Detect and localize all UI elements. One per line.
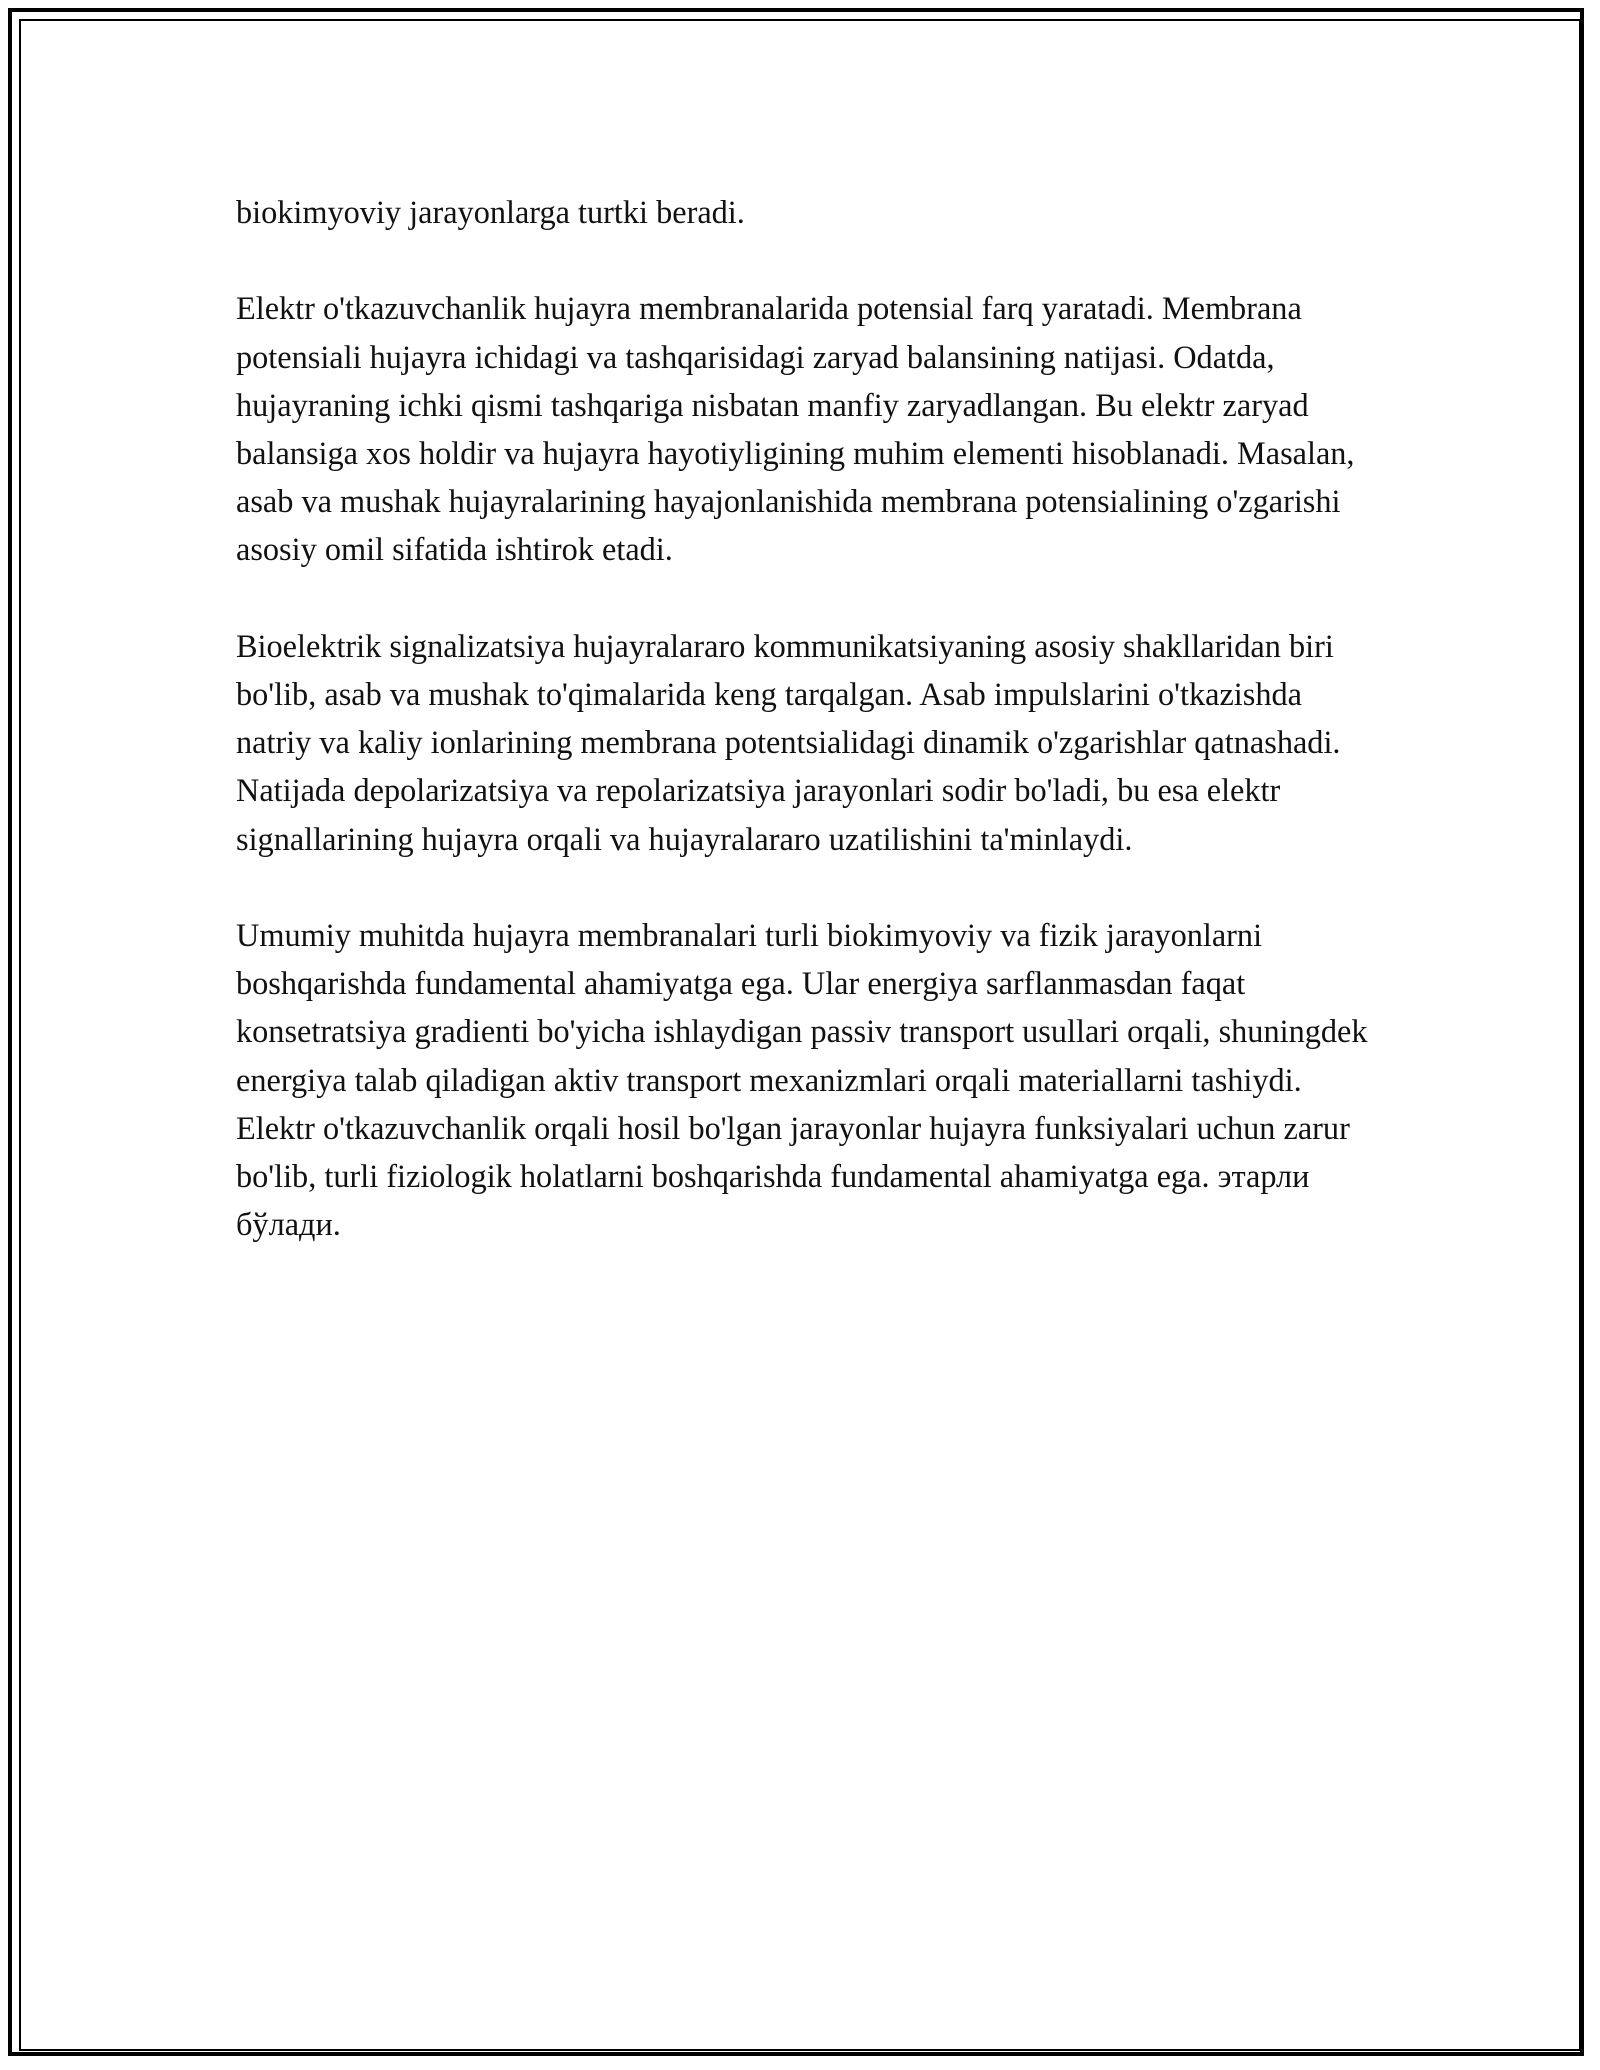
- paragraph-1: biokimyoviy jarayonlarga turtki beradi.: [236, 194, 745, 230]
- document-body: [236, 188, 1376, 1297]
- paragraph-2: Elektr o'tkazuvchanlik hujayra membranalarida potensial farq yaratadi. Membrana potensiali hujayra ichidagi va tashqarisidagi zaryad balansining natijasi. Odatda, hujayraning ichki qismi tashqariga nisbatan manfiy zaryadlangan. Bu elektr zaryad balansiga xos holdir va hujayra hayotiyligining muhim elementi hisoblanadi. Masalan, asab va mushak hujayralarining hayajonlanishida membrana potensialining o'zgarishi asosiy omil sifatida ishtirok etadi.: [236, 290, 1355, 568]
- paragraph-3: Bioelektrik signalizatsiya hujayralararo kommunikatsiyaning asosiy shakllaridan biri bo'lib, asab va mushak to'qimalarida keng tarqalgan. Asab impulslarini o'tkazishda natriy va kaliy ionlarining membrana potentsialidagi dinamik o'zgarishlar qatnashadi. Natijada depolarizatsiya va repolarizatsiya jarayonlari sodir bo'ladi, bu esa elektr signallarining hujayra orqali va hujayralararo uzatilishini ta'minlaydi.: [236, 627, 1341, 857]
- paragraph-4: Umumiy muhitda hujayra membranalari turli biokimyoviy va fizik jarayonlarni boshqarishda fundamental ahamiyatga ega. Ular energiya sarflanmasdan faqat konsetratsiya gradienti bo'yicha ishlaydigan passiv transport usullari orqali, shuningdek energiya talab qiladigan aktiv transport mexanizmlari orqali materiallarni tashiydi. Elektr o'tkazuvchanlik orqali hosil bo'lgan jarayonlar hujayra funksiyalari uchun zarur bo'lib, turli fiziologik holatlarni boshqarishda fundamental ahamiyatga ega. этарли бўлади.: [236, 917, 1368, 1243]
